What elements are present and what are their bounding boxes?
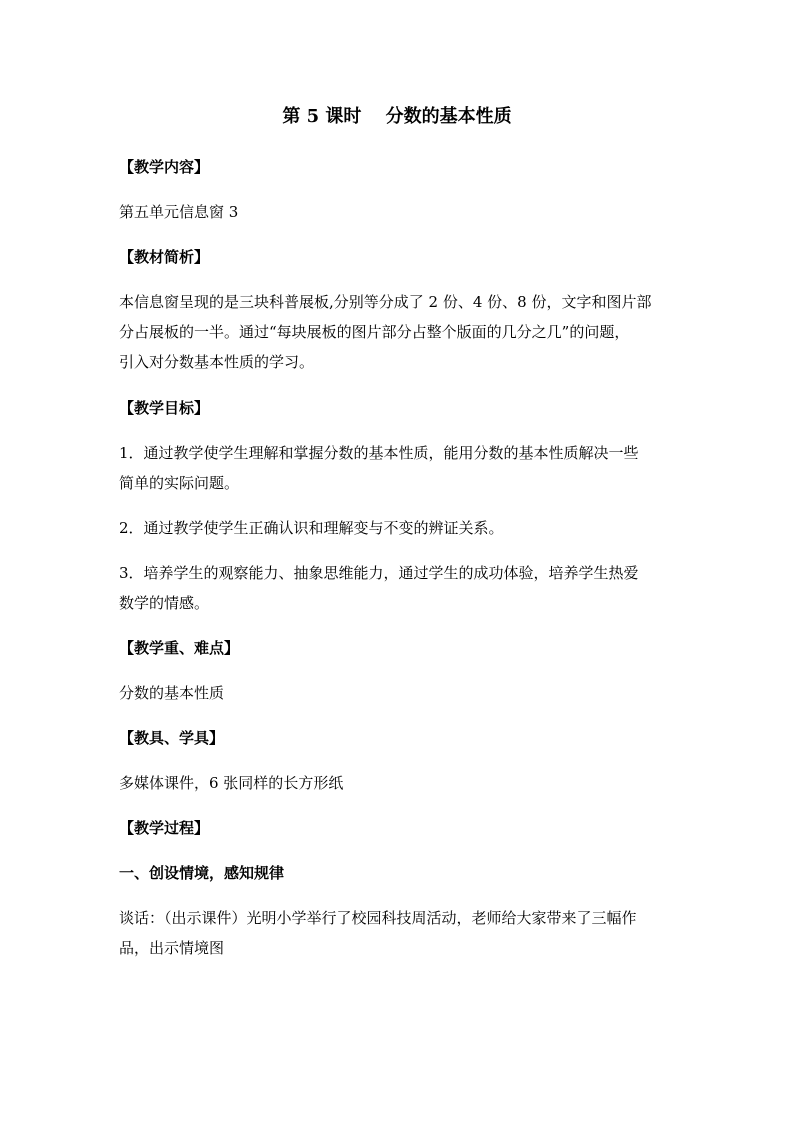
section-heading-process: 【教学过程】 xyxy=(119,819,210,837)
process-line-1: 谈话：（出示课件）光明小学举行了校园科技周活动，老师给大家带来了三幅作 xyxy=(119,909,637,927)
goal-1-line-1: 1．通过教学使学生理解和掌握分数的基本性质，能用分数的基本性质解决一些 xyxy=(119,444,639,462)
analysis-line-3: 引入对分数基本性质的学习。 xyxy=(119,353,315,371)
process-line-2: 品，出示情境图 xyxy=(119,939,225,957)
section-heading-goals: 【教学目标】 xyxy=(119,399,210,417)
goal-3-line-2: 数学的情感。 xyxy=(119,594,210,612)
key-points-text: 分数的基本性质 xyxy=(119,684,225,702)
goal-2-line-1: 2．通过教学使学生正确认识和理解变与不变的辨证关系。 xyxy=(119,519,504,537)
section-heading-tools: 【教具、学具】 xyxy=(119,729,225,747)
page-title: 第 5 课时 分数的基本性质 xyxy=(282,106,512,127)
section-heading-key-points: 【教学重、难点】 xyxy=(119,639,240,657)
tools-text: 多媒体课件，6 张同样的长方形纸 xyxy=(119,774,344,792)
goal-3-line-1: 3．培养学生的观察能力、抽象思维能力，通过学生的成功体验，培养学生热爱 xyxy=(119,564,639,582)
section-heading-content: 【教学内容】 xyxy=(119,158,210,176)
analysis-line-2: 分占展板的一半。通过“每块展板的图片部分占整个版面的几分之几”的问题， xyxy=(119,323,630,341)
goal-1-line-2: 简单的实际问题。 xyxy=(119,474,240,492)
process-subheading: 一、创设情境，感知规律 xyxy=(119,864,285,882)
analysis-line-1: 本信息窗呈现的是三块科普展板,分别等分成了 2 份、4 份、8 份，文字和图片部 xyxy=(119,293,652,311)
content-text: 第五单元信息窗 3 xyxy=(119,203,239,221)
section-heading-analysis: 【教材简析】 xyxy=(119,248,210,266)
